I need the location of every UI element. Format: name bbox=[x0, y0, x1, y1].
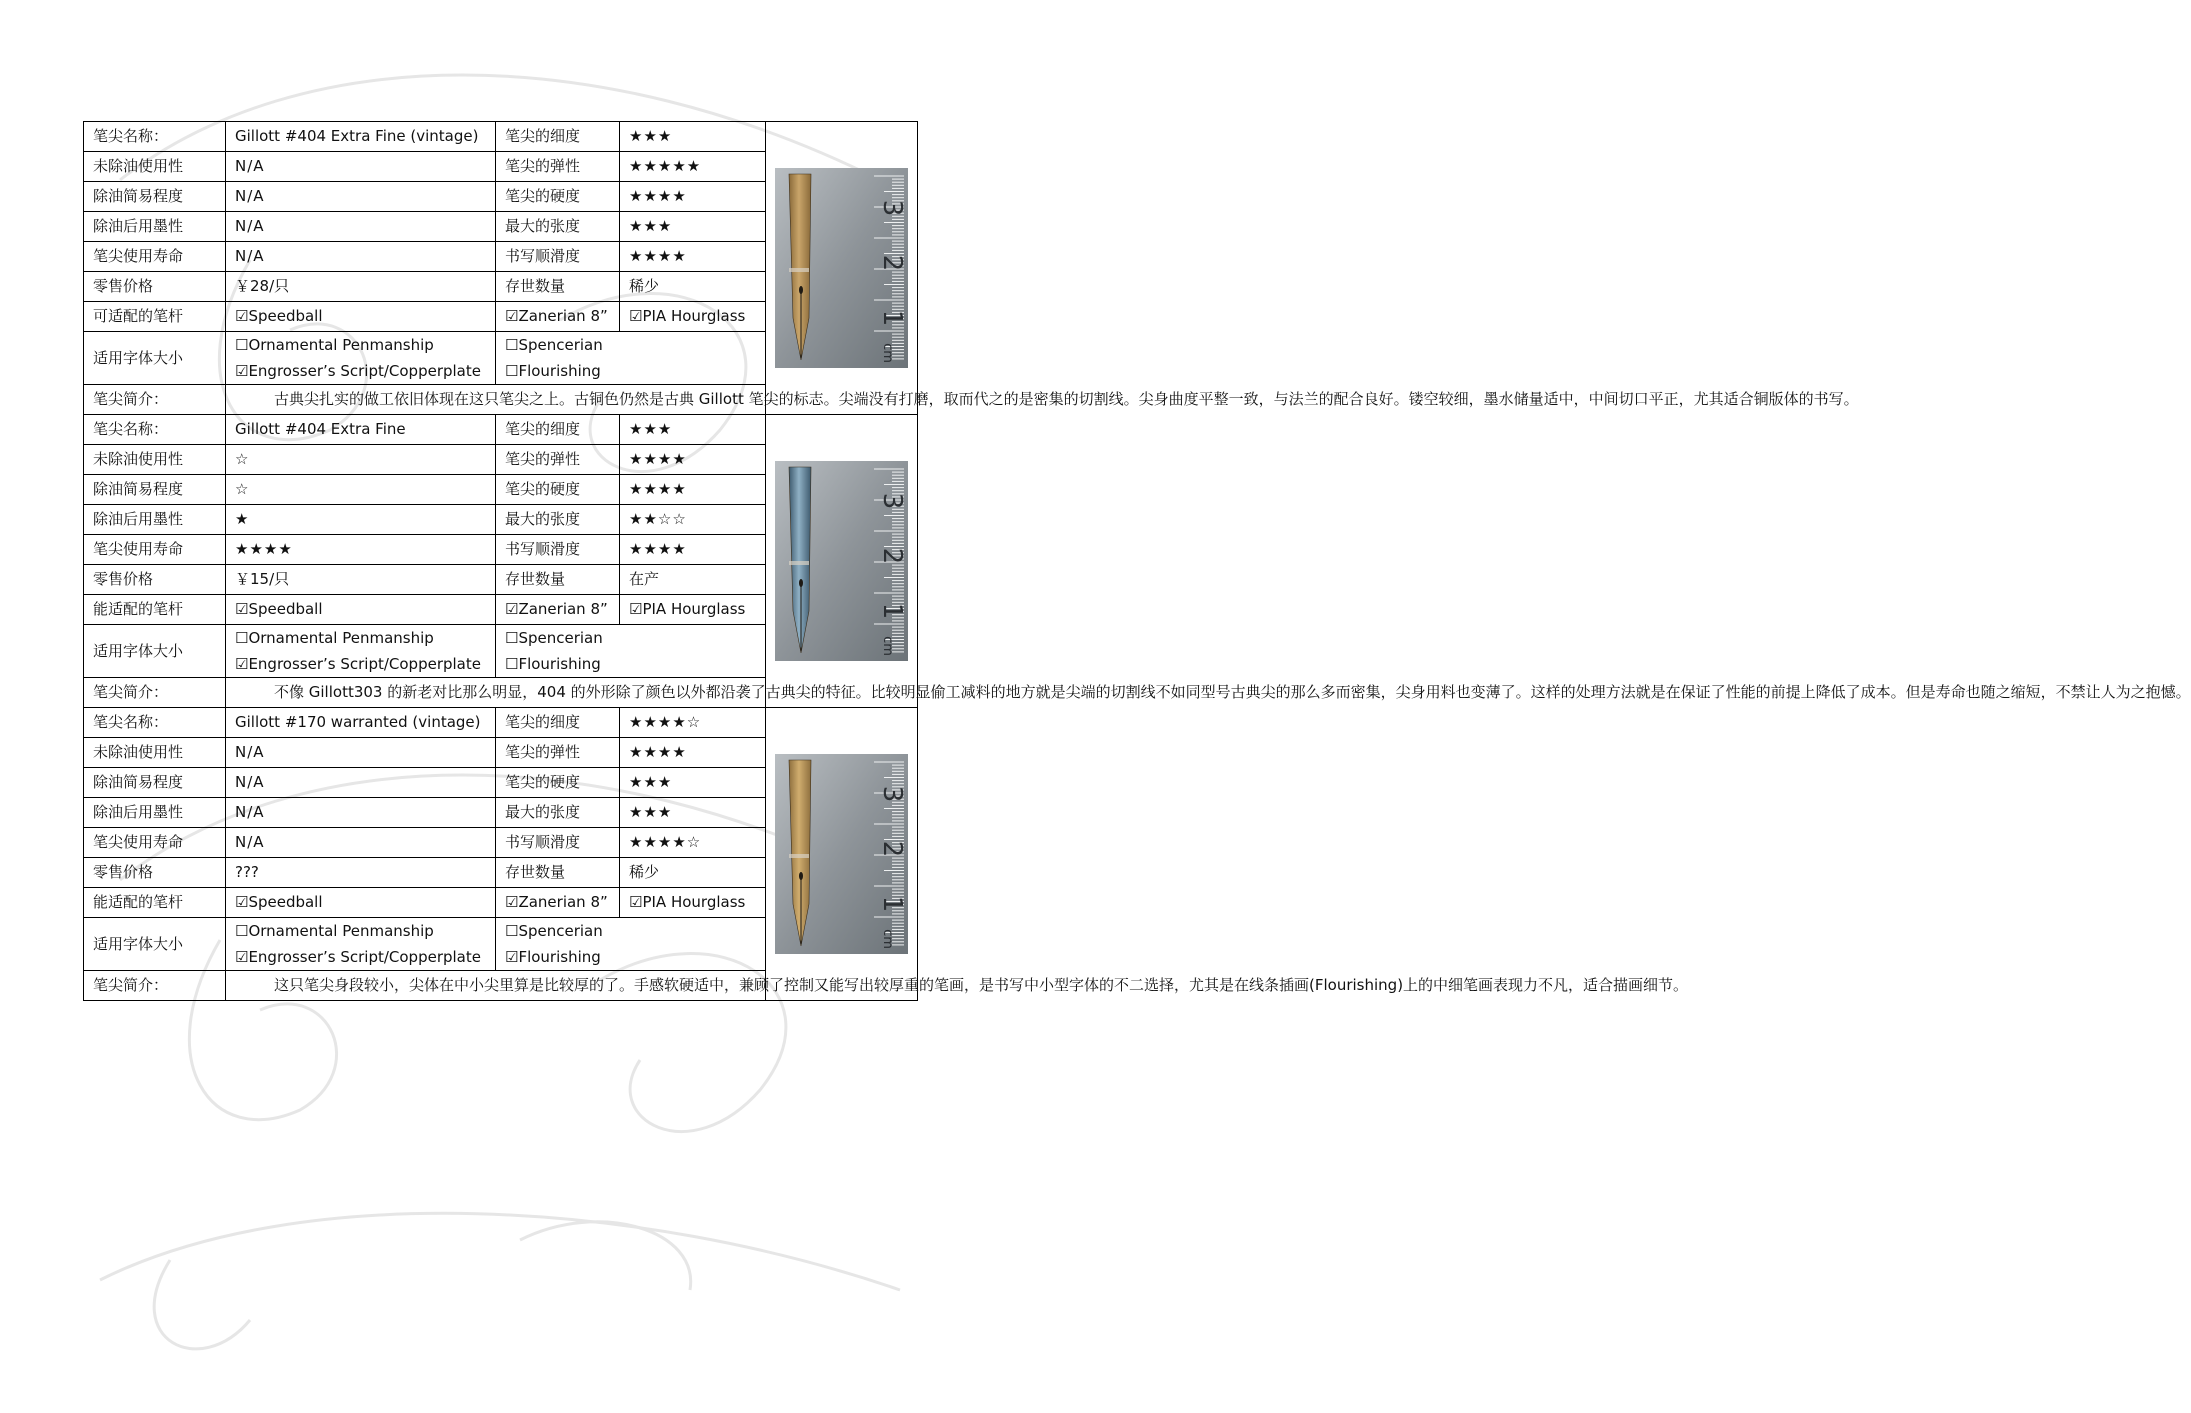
scripts-left bbox=[226, 918, 496, 971]
label-holders: 可适配的笔杆 bbox=[84, 302, 226, 332]
untreated-value: ☆ bbox=[226, 445, 496, 475]
holder-zanerian: ☑Zanerian 8” bbox=[496, 302, 620, 332]
nib-photo-svg bbox=[775, 168, 908, 368]
ruler-numeral: 3 bbox=[877, 199, 907, 217]
scripts-left bbox=[226, 332, 496, 385]
life-value: ★★★★ bbox=[226, 535, 496, 565]
holder-speedball: ☑Speedball bbox=[226, 595, 496, 625]
row-name bbox=[84, 122, 918, 152]
label-holders: 能适配的笔杆 bbox=[84, 595, 226, 625]
nib-photo-svg bbox=[775, 461, 908, 661]
script-flourishing: ☐Flourishing bbox=[505, 362, 601, 380]
label-fineness: 笔尖的细度 bbox=[496, 415, 620, 445]
label-name: 笔尖名称： bbox=[84, 122, 226, 152]
label-life: 笔尖使用寿命 bbox=[84, 242, 226, 272]
script-flourishing: ☑Flourishing bbox=[505, 948, 601, 966]
hardness-rating: ★★★★ bbox=[620, 475, 766, 505]
spread-rating: ★★★ bbox=[620, 798, 766, 828]
nib-photo bbox=[775, 168, 908, 368]
smooth-rating: ★★★★ bbox=[620, 535, 766, 565]
label-spread: 最大的张度 bbox=[496, 212, 620, 242]
flex-rating: ★★★★★ bbox=[620, 152, 766, 182]
label-price: 零售价格 bbox=[84, 858, 226, 888]
label-name: 笔尖名称： bbox=[84, 708, 226, 738]
untreated-value: N/A bbox=[226, 152, 496, 182]
label-flex: 笔尖的弹性 bbox=[496, 445, 620, 475]
label-hardness: 笔尖的硬度 bbox=[496, 768, 620, 798]
row-intro bbox=[84, 971, 918, 1001]
label-untreated: 未除油使用性 bbox=[84, 445, 226, 475]
label-ink-after: 除油后用墨性 bbox=[84, 505, 226, 535]
script-flourishing: ☐Flourishing bbox=[505, 655, 601, 673]
price-value: ￥28/只 bbox=[226, 272, 496, 302]
scripts-right bbox=[496, 625, 766, 678]
label-supply: 存世数量 bbox=[496, 858, 620, 888]
ruler-numeral: 3 bbox=[877, 785, 907, 803]
ruler-numeral: 3 bbox=[877, 492, 907, 510]
label-ease: 除油简易程度 bbox=[84, 475, 226, 505]
ruler-numeral: 2 bbox=[877, 547, 907, 565]
label-price: 零售价格 bbox=[84, 565, 226, 595]
nib-vent-hole bbox=[799, 286, 803, 294]
label-supply: 存世数量 bbox=[496, 565, 620, 595]
ink-after-value: ★ bbox=[226, 505, 496, 535]
price-value: ??? bbox=[226, 858, 496, 888]
label-life: 笔尖使用寿命 bbox=[84, 535, 226, 565]
script-spencerian: ☐Spencerian bbox=[505, 629, 603, 647]
script-spencerian: ☐Spencerian bbox=[505, 922, 603, 940]
script-engrosser: ☑Engrosser’s Script/Copperplate bbox=[235, 655, 481, 673]
label-holders: 能适配的笔杆 bbox=[84, 888, 226, 918]
smooth-rating: ★★★★☆ bbox=[620, 828, 766, 858]
smooth-rating: ★★★★ bbox=[620, 242, 766, 272]
life-value: N/A bbox=[226, 242, 496, 272]
row-name bbox=[84, 415, 918, 445]
label-intro: 笔尖简介： bbox=[84, 678, 226, 708]
ruler-numeral: 1 bbox=[877, 309, 907, 327]
row-intro bbox=[84, 678, 918, 708]
price-value: ￥15/只 bbox=[226, 565, 496, 595]
nib-name-value: Gillott #404 Extra Fine (vintage) bbox=[226, 122, 496, 152]
label-fineness: 笔尖的细度 bbox=[496, 708, 620, 738]
nib-photo bbox=[775, 461, 908, 661]
label-supply: 存世数量 bbox=[496, 272, 620, 302]
scripts-right bbox=[496, 918, 766, 971]
nib-vent-hole bbox=[799, 579, 803, 587]
label-fineness: 笔尖的细度 bbox=[496, 122, 620, 152]
label-smooth: 书写顺滑度 bbox=[496, 828, 620, 858]
ruler-numeral: cm bbox=[880, 636, 895, 656]
script-ornamental: ☐Ornamental Penmanship bbox=[235, 922, 434, 940]
nib-review-table bbox=[83, 121, 2191, 1001]
row-name bbox=[84, 708, 918, 738]
nib-photo-cell bbox=[766, 708, 918, 1001]
nib-name-value: Gillott #170 warranted (vintage) bbox=[226, 708, 496, 738]
nib-review-sheet bbox=[83, 121, 2191, 1001]
label-intro: 笔尖简介： bbox=[84, 971, 226, 1001]
holder-speedball: ☑Speedball bbox=[226, 302, 496, 332]
label-spread: 最大的张度 bbox=[496, 505, 620, 535]
script-engrosser: ☑Engrosser’s Script/Copperplate bbox=[235, 362, 481, 380]
life-value: N/A bbox=[226, 828, 496, 858]
holder-zanerian: ☑Zanerian 8” bbox=[496, 595, 620, 625]
holder-pia-hourglass: ☑PIA Hourglass bbox=[620, 888, 766, 918]
ruler-numeral: 1 bbox=[877, 602, 907, 620]
label-smooth: 书写顺滑度 bbox=[496, 242, 620, 272]
label-flex: 笔尖的弹性 bbox=[496, 738, 620, 768]
scripts-left bbox=[226, 625, 496, 678]
label-life: 笔尖使用寿命 bbox=[84, 828, 226, 858]
nib-photo bbox=[775, 754, 908, 954]
flex-rating: ★★★★ bbox=[620, 738, 766, 768]
nib-photo-cell bbox=[766, 122, 918, 415]
nib-name-value: Gillott #404 Extra Fine bbox=[226, 415, 496, 445]
ease-value: ☆ bbox=[226, 475, 496, 505]
label-ease: 除油简易程度 bbox=[84, 182, 226, 212]
ease-value: N/A bbox=[226, 182, 496, 212]
untreated-value: N/A bbox=[226, 738, 496, 768]
label-script-size: 适用字体大小 bbox=[84, 918, 226, 971]
label-script-size: 适用字体大小 bbox=[84, 332, 226, 385]
ink-after-value: N/A bbox=[226, 798, 496, 828]
nib-intro-text: 这只笔尖身段较小，尖体在中小尖里算是比较厚的了。手感软硬适中，兼顾了控制又能写出较厚重的笔画，是书写中小型字体的不二选择，尤其是在线条插画(Flourishing)上的中细笔画表现力不凡，适合描画细节。 bbox=[226, 971, 918, 1001]
holder-pia-hourglass: ☑PIA Hourglass bbox=[620, 302, 766, 332]
fineness-rating: ★★★ bbox=[620, 415, 766, 445]
ink-after-value: N/A bbox=[226, 212, 496, 242]
nib-photo-cell bbox=[766, 415, 918, 708]
fineness-rating: ★★★★☆ bbox=[620, 708, 766, 738]
hardness-rating: ★★★ bbox=[620, 768, 766, 798]
nib-vent-hole bbox=[799, 872, 803, 880]
label-intro: 笔尖简介： bbox=[84, 385, 226, 415]
nib-intro-text: 古典尖扎实的做工依旧体现在这只笔尖之上。古铜色仍然是古典 Gillott 笔尖的标志。尖端没有打磨，取而代之的是密集的切割线。尖身曲度平整一致，与法兰的配合良好。镂空较细，墨水储量适中，中间切口平正，尤其适合铜版体的书写。 bbox=[226, 385, 918, 415]
label-price: 零售价格 bbox=[84, 272, 226, 302]
scripts-right bbox=[496, 332, 766, 385]
flex-rating: ★★★★ bbox=[620, 445, 766, 475]
nib-intro-text: 不像 Gillott303 的新老对比那么明显，404 的外形除了颜色以外都沿袭了古典尖的特征。比较明显偷工减料的地方就是尖端的切割线不如同型号古典尖的那么多而密集，尖身用料也变薄了。这样的处理方法就是在保证了性能的前提上降低了成本。但是寿命也随之缩短，不禁让人为之抱憾。 bbox=[226, 678, 918, 708]
ease-value: N/A bbox=[226, 768, 496, 798]
script-spencerian: ☐Spencerian bbox=[505, 336, 603, 354]
spread-rating: ★★☆☆ bbox=[620, 505, 766, 535]
label-script-size: 适用字体大小 bbox=[84, 625, 226, 678]
holder-speedball: ☑Speedball bbox=[226, 888, 496, 918]
label-flex: 笔尖的弹性 bbox=[496, 152, 620, 182]
ruler-numeral: cm bbox=[880, 929, 895, 949]
label-hardness: 笔尖的硬度 bbox=[496, 182, 620, 212]
ruler-numeral: 2 bbox=[877, 254, 907, 272]
spread-rating: ★★★ bbox=[620, 212, 766, 242]
label-untreated: 未除油使用性 bbox=[84, 152, 226, 182]
label-spread: 最大的张度 bbox=[496, 798, 620, 828]
label-ink-after: 除油后用墨性 bbox=[84, 212, 226, 242]
label-smooth: 书写顺滑度 bbox=[496, 535, 620, 565]
script-engrosser: ☑Engrosser’s Script/Copperplate bbox=[235, 948, 481, 966]
ruler-numeral: 1 bbox=[877, 895, 907, 913]
ruler-numeral: cm bbox=[880, 343, 895, 363]
label-hardness: 笔尖的硬度 bbox=[496, 475, 620, 505]
nib-photo-svg bbox=[775, 754, 908, 954]
script-ornamental: ☐Ornamental Penmanship bbox=[235, 629, 434, 647]
supply-value: 稀少 bbox=[620, 272, 766, 302]
ruler-numeral: 2 bbox=[877, 840, 907, 858]
label-ease: 除油简易程度 bbox=[84, 768, 226, 798]
holder-zanerian: ☑Zanerian 8” bbox=[496, 888, 620, 918]
fineness-rating: ★★★ bbox=[620, 122, 766, 152]
hardness-rating: ★★★★ bbox=[620, 182, 766, 212]
script-ornamental: ☐Ornamental Penmanship bbox=[235, 336, 434, 354]
label-ink-after: 除油后用墨性 bbox=[84, 798, 226, 828]
row-intro bbox=[84, 385, 918, 415]
supply-value: 稀少 bbox=[620, 858, 766, 888]
supply-value: 在产 bbox=[620, 565, 766, 595]
holder-pia-hourglass: ☑PIA Hourglass bbox=[620, 595, 766, 625]
label-name: 笔尖名称： bbox=[84, 415, 226, 445]
label-untreated: 未除油使用性 bbox=[84, 738, 226, 768]
